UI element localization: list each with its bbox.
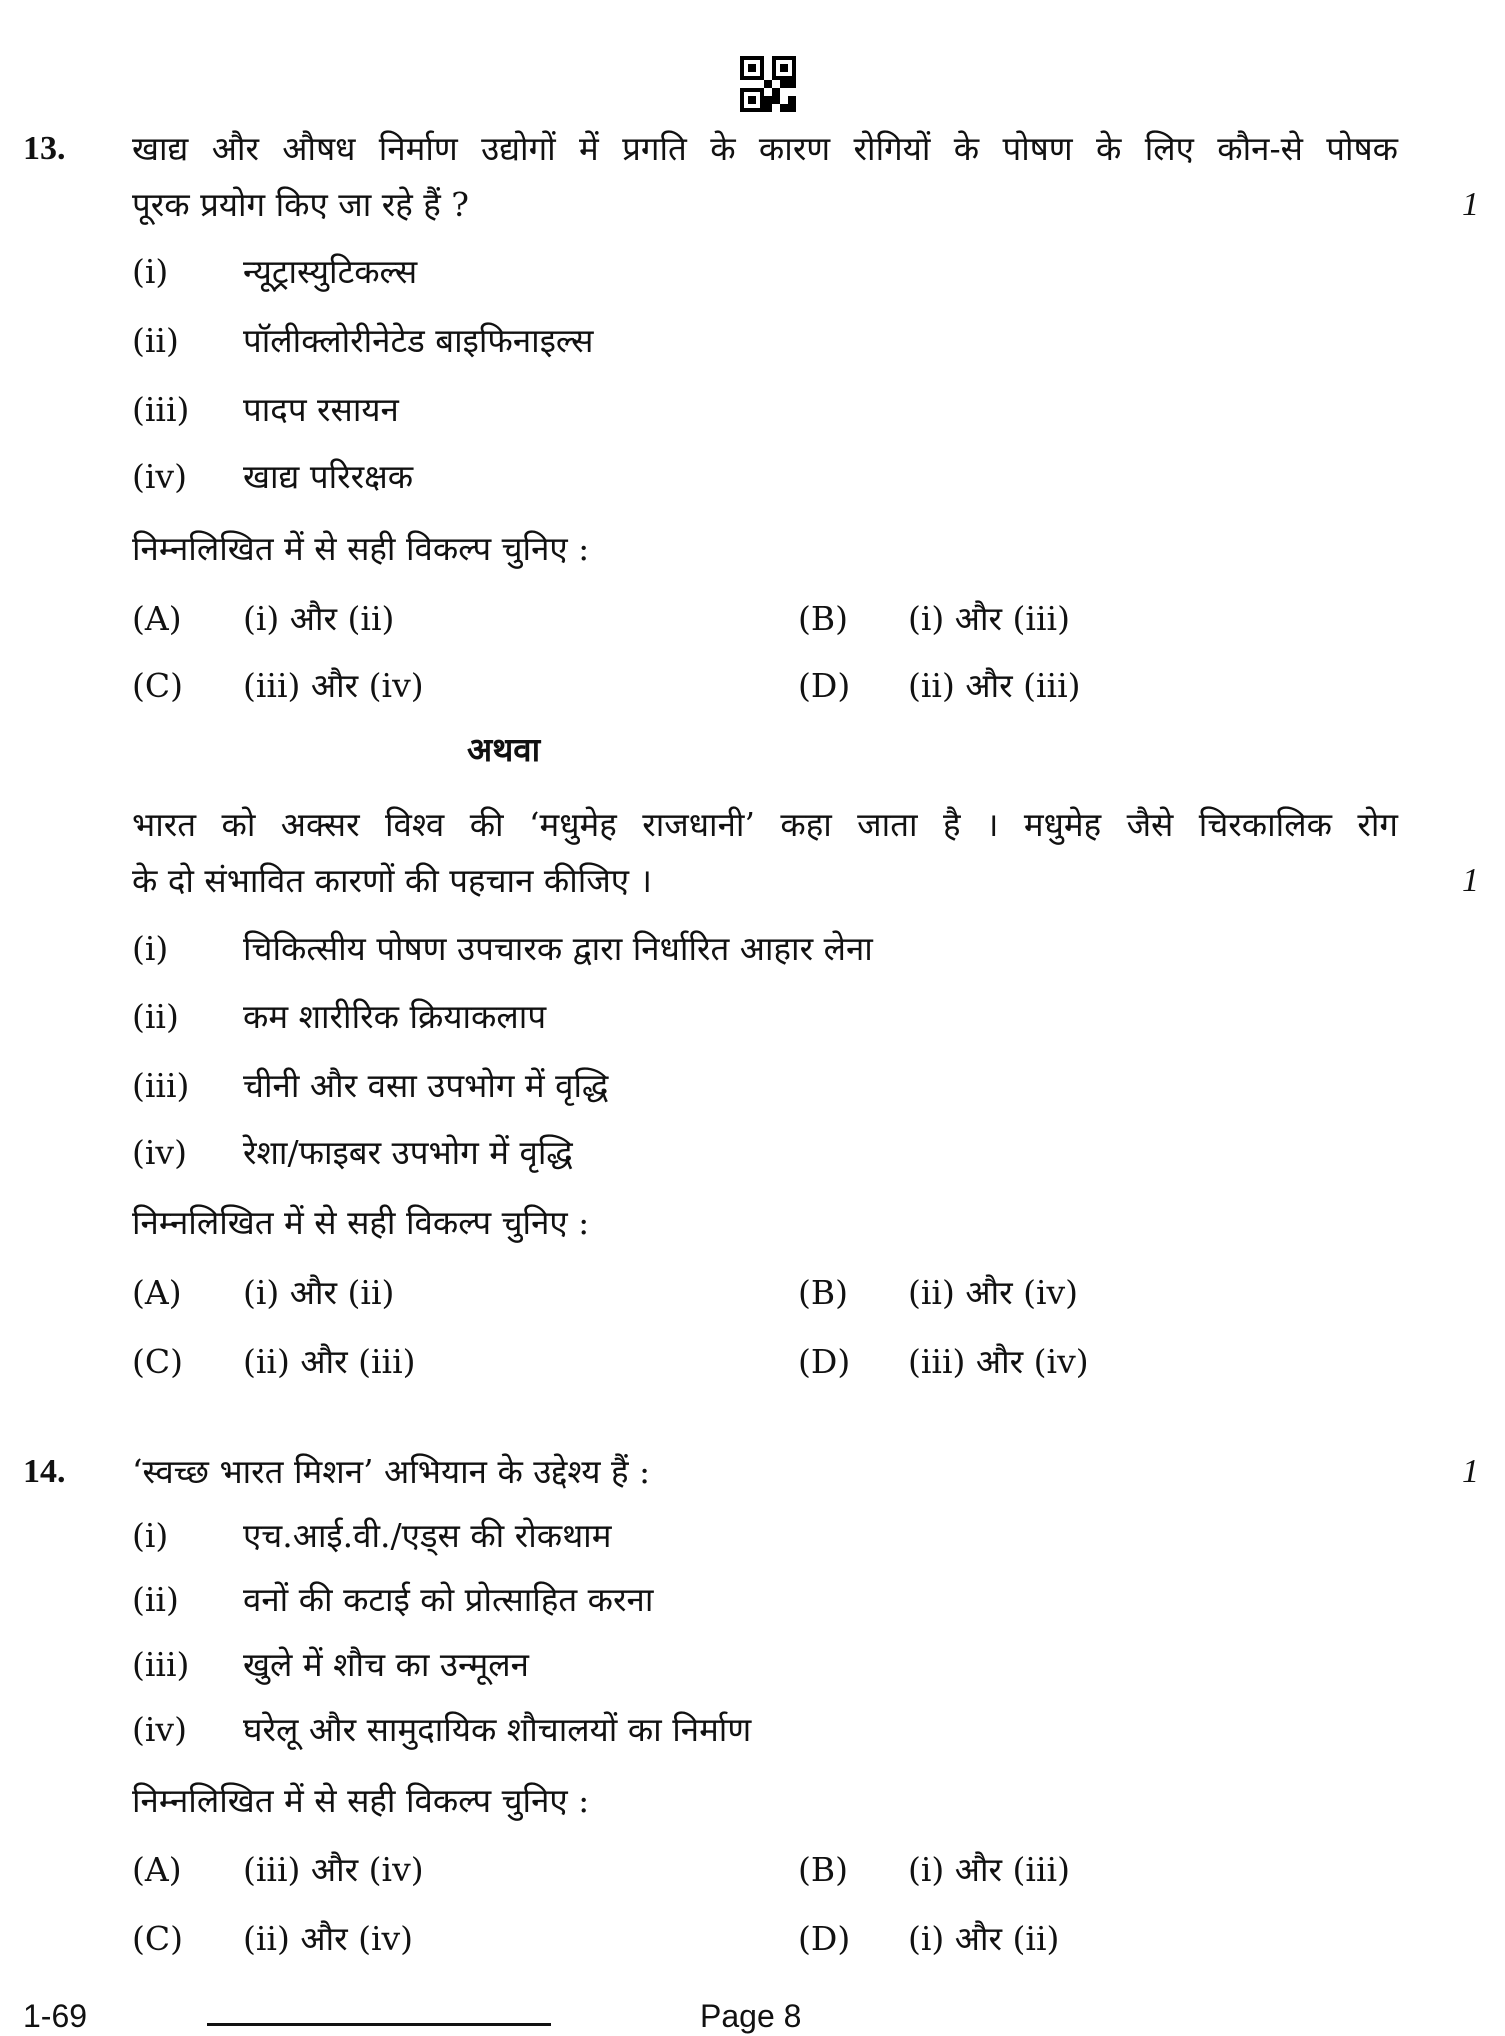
item-label: (i) — [132, 929, 169, 968]
item-label: (iii) — [132, 1645, 190, 1684]
item-text: खुले में शौच का उन्मूलन — [243, 1645, 529, 1684]
item-text: वनों की कटाई को प्रोत्साहित करना — [243, 1580, 654, 1619]
option-label: (A) — [132, 1850, 182, 1889]
option-label: (D) — [798, 1919, 851, 1958]
option-text: (iii) और (iv) — [908, 1342, 1089, 1381]
marks: 1 — [1462, 862, 1479, 899]
instruction: निम्नलिखित में से सही विकल्प चुनिए : — [132, 1781, 590, 1820]
option-label: (B) — [798, 1850, 848, 1889]
instruction: निम्नलिखित में से सही विकल्प चुनिए : — [132, 529, 590, 568]
option-text: (ii) और (iv) — [908, 1273, 1079, 1312]
option-text: (i) और (iii) — [908, 599, 1070, 638]
item-label: (iii) — [132, 1066, 190, 1105]
page-number: Page 8 — [700, 1998, 802, 2034]
item-label: (iv) — [132, 1710, 187, 1749]
option-text: (i) और (ii) — [908, 1919, 1060, 1958]
option-text: (iii) और (iv) — [243, 666, 424, 705]
item-text: चीनी और वसा उपभोग में वृद्धि — [243, 1066, 609, 1105]
instruction: निम्नलिखित में से सही विकल्प चुनिए : — [132, 1203, 590, 1242]
item-text: खाद्य परिरक्षक — [243, 457, 414, 496]
option-label: (C) — [132, 1342, 183, 1381]
marks: 1 — [1462, 1453, 1479, 1490]
option-text: (ii) और (iv) — [243, 1919, 414, 1958]
option-text: (ii) और (iii) — [908, 666, 1081, 705]
option-label: (A) — [132, 599, 182, 638]
item-label: (i) — [132, 1516, 169, 1555]
option-text: (i) और (ii) — [243, 599, 395, 638]
item-text: एच.आई.वी./एड्स की रोकथाम — [243, 1516, 612, 1555]
item-text: पॉलीक्लोरीनेटेड बाइफिनाइल्स — [243, 321, 594, 360]
question-number: 13. — [23, 130, 66, 167]
question-text: ‘स्वच्छ भारत मिशन’ अभियान के उद्देश्य हैं : — [132, 1452, 651, 1491]
item-label: (ii) — [132, 997, 179, 1036]
option-text: (iii) और (iv) — [243, 1850, 424, 1889]
question-number: 14. — [23, 1453, 66, 1490]
item-text: न्यूट्रास्युटिकल्स — [243, 252, 418, 291]
item-text: रेशा/फाइबर उपभोग में वृद्धि — [243, 1133, 573, 1172]
item-text: चिकित्सीय पोषण उपचारक द्वारा निर्धारित आहार लेना — [243, 929, 873, 968]
option-label: (B) — [798, 599, 848, 638]
item-label: (ii) — [132, 1580, 179, 1619]
option-label: (A) — [132, 1273, 182, 1312]
option-label: (B) — [798, 1273, 848, 1312]
option-label: (C) — [132, 1919, 183, 1958]
item-label: (i) — [132, 252, 169, 291]
question-text: के दो संभावित कारणों की पहचान कीजिए । — [132, 861, 653, 900]
footer-rule — [207, 2023, 551, 2026]
option-label: (C) — [132, 666, 183, 705]
option-text: (ii) और (iii) — [243, 1342, 416, 1381]
option-label: (D) — [798, 666, 851, 705]
item-label: (ii) — [132, 321, 179, 360]
option-label: (D) — [798, 1342, 851, 1381]
question-text: पूरक प्रयोग किए जा रहे हैं ? — [132, 185, 469, 224]
item-label: (iv) — [132, 457, 187, 496]
item-label: (iii) — [132, 390, 190, 429]
item-text: कम शारीरिक क्रियाकलाप — [243, 997, 547, 1036]
or-separator: अथवा — [467, 730, 541, 769]
item-label: (iv) — [132, 1133, 187, 1172]
paper-code: 1-69 — [23, 1998, 88, 2034]
question-text: भारत को अक्सर विश्व की ‘मधुमेह राजधानी’ कहा जाता है । मधुमेह जैसे चिरकालिक रोग — [132, 805, 1398, 844]
option-text: (i) और (iii) — [908, 1850, 1070, 1889]
option-text: (i) और (ii) — [243, 1273, 395, 1312]
item-text: पादप रसायन — [243, 390, 399, 429]
item-text: घरेलू और सामुदायिक शौचालयों का निर्माण — [243, 1710, 752, 1749]
marks: 1 — [1462, 186, 1479, 223]
qr-code — [740, 56, 796, 112]
question-text: खाद्य और औषध निर्माण उद्योगों में प्रगति के कारण रोगियों के पोषण के लिए कौन-से पोषक — [132, 129, 1398, 168]
